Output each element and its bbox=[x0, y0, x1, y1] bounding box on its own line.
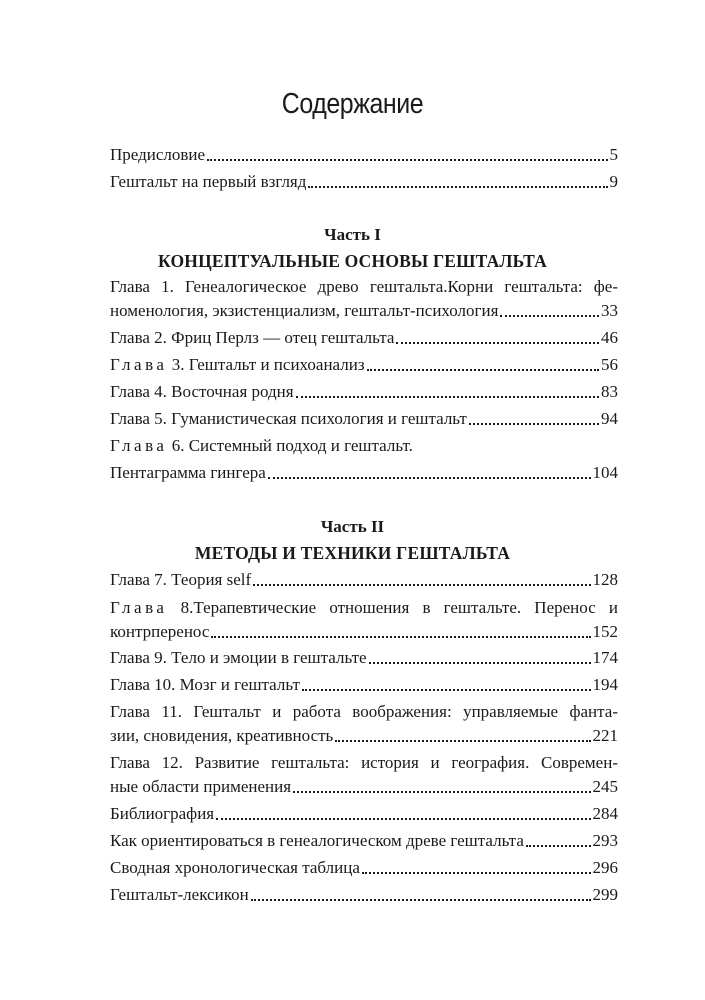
toc-entry-ch9[interactable] bbox=[110, 646, 618, 670]
dot-leader bbox=[268, 476, 591, 479]
toc-entry-label: Сводная хронологическая таблица bbox=[110, 858, 360, 877]
dot-leader bbox=[251, 898, 591, 901]
toc-page-number: 5 bbox=[609, 145, 618, 164]
toc-entry-label: Глава 2. Фриц Перлз — отец гештальта bbox=[110, 328, 395, 347]
toc-entry-label: номенология, экзистенциализм, гештальт-психология bbox=[110, 301, 499, 320]
chapter-word: Глава bbox=[110, 355, 168, 374]
toc-page-number: 152 bbox=[592, 622, 618, 641]
dot-leader bbox=[500, 314, 599, 317]
toc-entry-ch1-line1[interactable]: Глава 1. Генеалогическое древо гештальта.Корни гештальта: фе- bbox=[110, 277, 618, 296]
toc-page-number: 83 bbox=[601, 382, 618, 401]
part-2-title: МЕТОДЫ И ТЕХНИКИ ГЕШТАЛЬТА bbox=[194, 543, 511, 563]
dot-leader bbox=[253, 583, 590, 586]
toc-page-number: 9 bbox=[609, 172, 618, 191]
dot-leader bbox=[293, 790, 590, 793]
toc-page-number: 221 bbox=[592, 726, 618, 745]
toc-entry-label bbox=[110, 353, 365, 377]
dot-leader bbox=[335, 739, 590, 742]
dot-leader bbox=[211, 635, 590, 638]
chapter-title: 8.Терапевтические отношения в гештальте. Перенос и bbox=[180, 598, 618, 617]
chapter-word: Глава bbox=[110, 436, 168, 455]
toc-page-number: 33 bbox=[601, 301, 618, 320]
toc-entry-label: Глава 5. Гуманистическая психология и гештальт bbox=[110, 409, 467, 428]
toc-entry-ch12[interactable] bbox=[110, 775, 618, 799]
toc-entry-label: Предисловие bbox=[110, 145, 206, 164]
toc-entry-ch10[interactable] bbox=[110, 673, 618, 697]
toc-entry-ch11[interactable] bbox=[110, 724, 618, 748]
toc-entry-label: Как ориентироваться в генеалогическом древе гештальта bbox=[110, 831, 524, 850]
toc-page-number: 46 bbox=[601, 328, 618, 347]
part-2-label: Часть II bbox=[320, 517, 385, 536]
toc-page-number: 284 bbox=[592, 804, 618, 823]
toc-entry-label: Глава 9. Тело и эмоции в гештальте bbox=[110, 648, 367, 667]
chapter-title: 3. Гештальт и психоанализ bbox=[171, 355, 365, 374]
dot-leader bbox=[396, 341, 599, 344]
toc-entry-first-glance[interactable] bbox=[110, 170, 618, 194]
toc-entry-label: Глава 10. Мозг и гештальт bbox=[110, 675, 300, 694]
toc-page-number: 104 bbox=[592, 463, 618, 482]
toc-page-number: 174 bbox=[592, 648, 618, 667]
dot-leader bbox=[296, 395, 599, 398]
toc-page-number: 194 bbox=[592, 675, 618, 694]
toc-entry-chronology[interactable] bbox=[110, 856, 618, 880]
toc-entry-preface[interactable] bbox=[110, 143, 618, 167]
dot-leader bbox=[362, 871, 591, 874]
dot-leader bbox=[526, 844, 591, 847]
toc-entry-label: Глава 7. Теория self bbox=[110, 570, 252, 589]
toc-entry-ch2[interactable] bbox=[110, 326, 618, 350]
toc-entry-label: Гештальт-лексикон bbox=[110, 885, 249, 904]
toc-entry-lexicon[interactable] bbox=[110, 883, 618, 907]
toc-entry-ch1[interactable] bbox=[110, 299, 618, 323]
toc-entry-label: Пентаграмма гингера bbox=[110, 463, 266, 482]
dot-leader bbox=[369, 661, 591, 664]
toc-entry-ch8-line1[interactable] bbox=[110, 596, 618, 620]
toc-page-number: 94 bbox=[601, 409, 618, 428]
toc-entry-label: зии, сновидения, креативность bbox=[110, 726, 334, 745]
toc-entry-label: Гештальт на первый взгляд bbox=[110, 172, 307, 191]
toc-entry-ch3[interactable] bbox=[110, 353, 618, 377]
toc-entry-ch8[interactable] bbox=[110, 620, 618, 644]
dot-leader bbox=[469, 422, 599, 425]
toc-entry-bibliography[interactable] bbox=[110, 802, 618, 826]
toc-page-number: 128 bbox=[592, 570, 618, 589]
toc-page-number: 293 bbox=[592, 831, 618, 850]
dot-leader bbox=[308, 185, 607, 188]
toc-page-number: 299 bbox=[592, 885, 618, 904]
dot-leader bbox=[207, 158, 607, 161]
page-title: Содержание bbox=[281, 88, 424, 120]
toc-page-number: 296 bbox=[592, 858, 618, 877]
toc-entry-genealogy-guide[interactable] bbox=[110, 829, 618, 853]
toc-entry-label: контрперенос bbox=[110, 622, 210, 641]
toc-entry-label: Библиография bbox=[110, 804, 215, 823]
dot-leader bbox=[367, 368, 599, 371]
toc-entry-ch5[interactable] bbox=[110, 407, 618, 431]
part-1-label: Часть I bbox=[324, 225, 381, 244]
dot-leader bbox=[302, 688, 591, 691]
toc-entry-ch12-line1[interactable]: Глава 12. Развитие гештальта: история и география. Современ- bbox=[110, 753, 618, 772]
chapter-word: Глава bbox=[110, 598, 168, 617]
toc-entry-ch4[interactable] bbox=[110, 380, 618, 404]
toc-page-number: 56 bbox=[601, 355, 618, 374]
toc-entry-ch11-line1[interactable]: Глава 11. Гештальт и работа воображения: управляемые фанта- bbox=[110, 702, 618, 721]
toc-entry-ch6-line1[interactable] bbox=[110, 434, 618, 458]
toc-entry-label: ные области применения bbox=[110, 777, 292, 796]
toc-page-number: 245 bbox=[592, 777, 618, 796]
chapter-title: 6. Системный подход и гештальт. bbox=[171, 436, 413, 455]
toc-entry-ch7[interactable] bbox=[110, 568, 618, 592]
dot-leader bbox=[216, 817, 590, 820]
toc-entry-ch6[interactable] bbox=[110, 461, 618, 485]
toc-entry-label: Глава 4. Восточная родня bbox=[110, 382, 294, 401]
part-1-title: КОНЦЕПТУАЛЬНЫЕ ОСНОВЫ ГЕШТАЛЬТА bbox=[158, 251, 547, 271]
